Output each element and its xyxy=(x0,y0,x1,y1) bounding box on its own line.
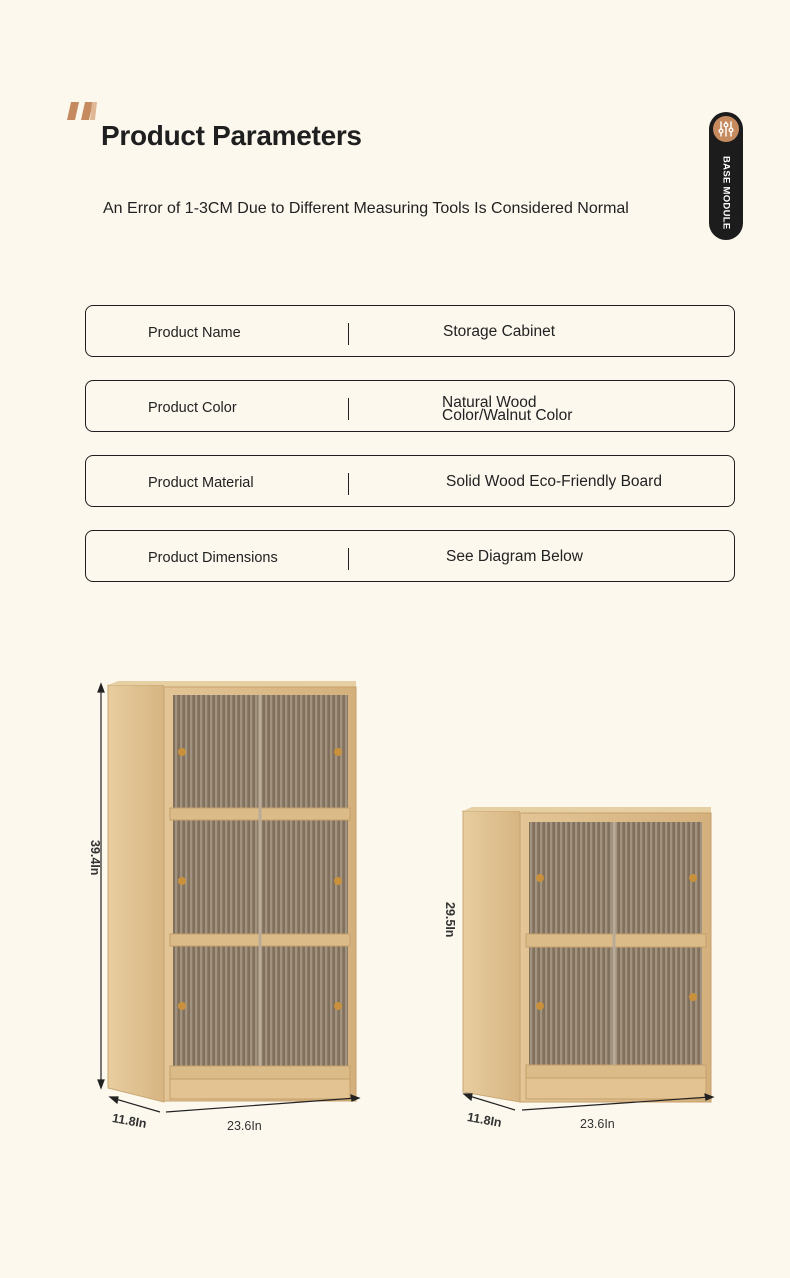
param-value: Storage Cabinet xyxy=(443,323,556,340)
param-divider xyxy=(348,548,349,570)
param-label: Product Name xyxy=(148,325,241,341)
param-value: Solid Wood Eco-Friendly Board xyxy=(446,473,662,490)
param-divider xyxy=(348,398,349,420)
param-label: Product Dimensions xyxy=(148,550,278,566)
short-height-label: 29.5In xyxy=(443,902,457,938)
dimension-diagram xyxy=(0,640,790,1180)
cabinet-illustration xyxy=(0,640,790,1180)
param-row-material xyxy=(85,455,735,507)
quote-mark-icon xyxy=(67,102,97,120)
param-row-name xyxy=(85,305,735,357)
badge-label: BASE MODULE xyxy=(720,156,732,230)
short-cabinet xyxy=(463,807,711,1102)
tall-height-label: 39.4In xyxy=(88,840,102,876)
sliders-icon xyxy=(713,116,739,142)
param-label: Product Color xyxy=(148,400,237,416)
tall-cabinet xyxy=(108,681,356,1102)
param-value-line: Color/Walnut Color xyxy=(442,407,573,424)
page-title: Product Parameters xyxy=(101,120,362,151)
param-value xyxy=(442,396,602,422)
short-depth-label: 11.8In xyxy=(466,1110,503,1130)
param-row-color xyxy=(85,380,735,432)
param-divider xyxy=(348,323,349,345)
short-width-label: 23.6In xyxy=(580,1117,615,1131)
param-value: See Diagram Below xyxy=(446,548,583,565)
param-label: Product Material xyxy=(148,475,254,491)
tall-width-label: 23.6In xyxy=(227,1119,262,1133)
param-row-dimensions xyxy=(85,530,735,582)
tall-depth-label: 11.8In xyxy=(111,1111,148,1131)
base-module-badge xyxy=(709,112,743,240)
param-divider xyxy=(348,473,349,495)
param-value-line: Natural Wood xyxy=(442,394,537,411)
page-subtitle: An Error of 1-3CM Due to Different Measuring Tools Is Considered Normal xyxy=(103,200,629,217)
